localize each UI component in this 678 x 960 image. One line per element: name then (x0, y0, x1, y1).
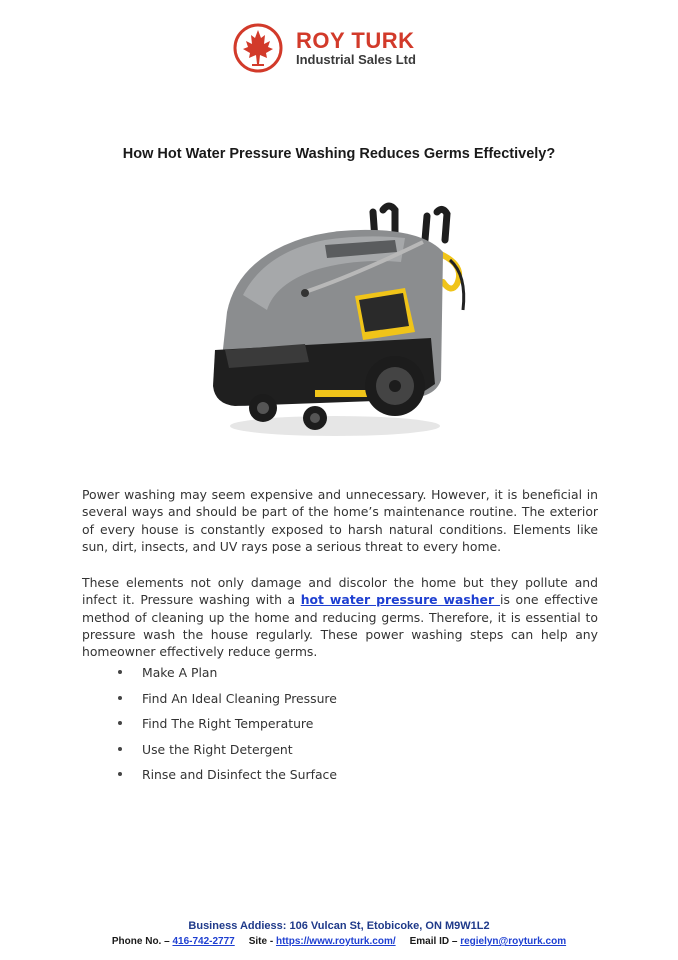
list-item (118, 762, 337, 788)
step-label: Find An Ideal Cleaning Pressure (142, 690, 337, 706)
brand-name: ROY TURK (296, 28, 415, 53)
list-item (118, 711, 337, 737)
bullet-icon (118, 696, 122, 700)
step-label: Make A Plan (142, 665, 218, 680)
intro-paragraph: Power washing may seem expensive and unnecessary. However, it is beneficial in several ways and should be part of the home’s maintenance routine. The exterior of every house is constantly exposed to harsh natural conditions. Elements like sun, dirt, insects, and UV rays pose a serious threat to every home. (82, 487, 598, 554)
step-label: Rinse and Disinfect the Surface (142, 767, 337, 782)
page-title: How Hot Water Pressure Washing Reduces Germs Effectively? (122, 146, 556, 162)
body-text-after: is one effective method of cleaning up the home and reducing germs. Therefore, it is essential to pressure wash the house regularly. These power washing steps can help any homeowner effectively reduce germs. (82, 592, 598, 660)
step-label: Use the Right Detergent (142, 741, 293, 757)
business-address: Business Addiess: 106 Vulcan St, Etobicoke, ON M9W1L2 (188, 920, 490, 932)
company-logo (232, 22, 462, 76)
phone-label: Phone No. – (111, 936, 173, 947)
list-item (118, 737, 337, 763)
list-item (118, 686, 337, 712)
hot-water-pressure-washer-link[interactable]: hot water pressure washer (300, 592, 501, 608)
pressure-washer-image (205, 200, 480, 445)
bullet-icon (118, 747, 122, 751)
email-label: Email ID – (409, 936, 461, 947)
site-link[interactable]: https://www.royturk.com/ (275, 936, 396, 947)
body-paragraph (82, 574, 598, 660)
site-label: Site - (248, 936, 276, 947)
steps-list (118, 660, 337, 788)
step-label: Find The Right Temperature (142, 716, 314, 731)
bullet-icon (118, 772, 122, 776)
maple-leaf-icon (232, 22, 284, 74)
bullet-icon (118, 721, 122, 725)
phone-link[interactable]: 416-742-2777 (172, 936, 235, 947)
brand-subtitle: Industrial Sales Ltd (296, 52, 416, 67)
list-item (118, 660, 337, 686)
bullet-icon (118, 670, 122, 674)
contact-line (0, 936, 678, 947)
body-text-before: These elements not only damage and discolor the home but they pollute and infect it. Pressure washing with a (82, 575, 598, 608)
email-link[interactable]: regielyn@royturk.com (460, 936, 567, 947)
